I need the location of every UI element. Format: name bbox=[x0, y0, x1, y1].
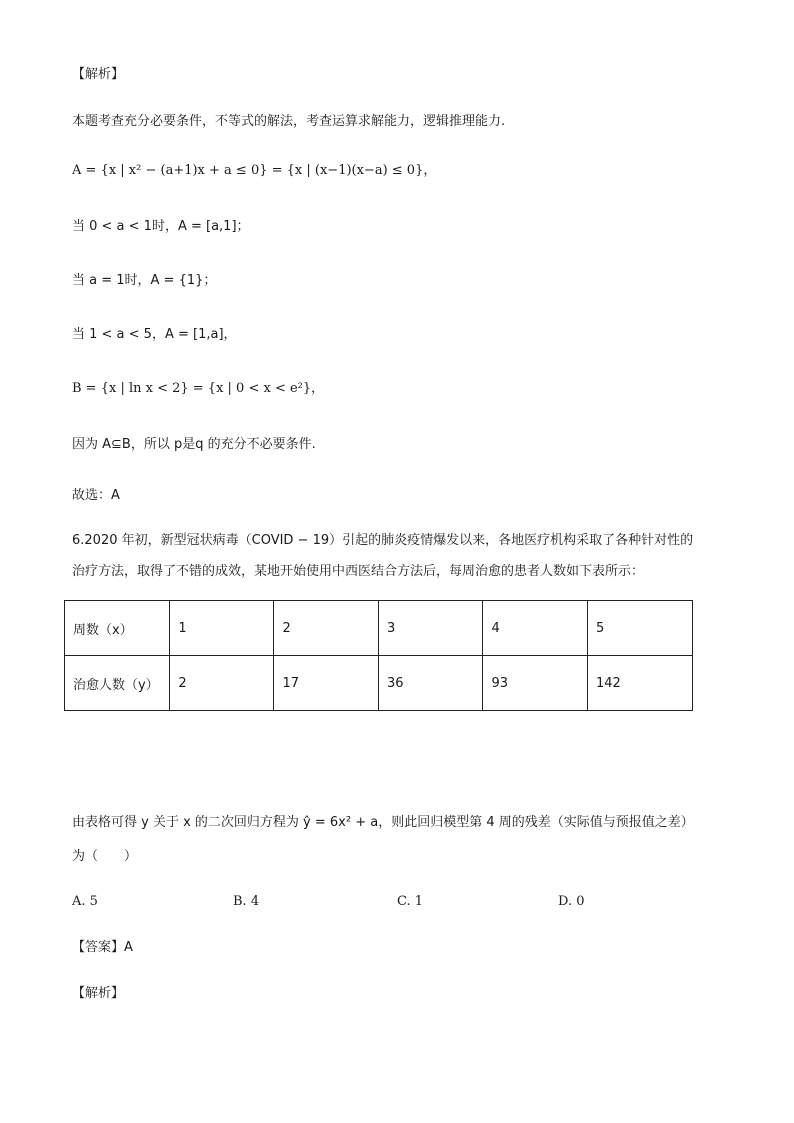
option-a: A. 5 bbox=[72, 894, 98, 909]
option-b: B. 4 bbox=[233, 894, 260, 909]
question-line-3: 由表格可得 y 关于 x 的二次回归方程为 ŷ = 6x² + a，则此回归模型第 4 周的残差（实际值与预报值之差） bbox=[72, 815, 694, 830]
table-cell: 2 bbox=[170, 656, 274, 711]
option-d: D. 0 bbox=[558, 894, 585, 909]
table-cell: 4 bbox=[483, 601, 588, 656]
set-a-definition: A = {x | x² − (a+1)x + a ≤ 0} = {x | (x−1)(x−a) ≤ 0}， bbox=[72, 163, 437, 178]
analysis-heading-2: 【解析】 bbox=[72, 986, 125, 1001]
question-line-1: 6.2020 年初，新型冠状病毒（COVID − 19）引起的肺炎疫情爆发以来，各地医疗机构采取了各种针对性的 bbox=[72, 533, 694, 548]
table-cell: 17 bbox=[274, 656, 379, 711]
table-cell: 1 bbox=[170, 601, 274, 656]
case-a-equal-1: 当 a = 1时，A = {1}； bbox=[72, 273, 217, 288]
data-table bbox=[64, 600, 693, 711]
case-a-less-1: 当 0 < a < 1时，A = [a,1]； bbox=[72, 219, 250, 234]
answer-label: 【答案】A bbox=[72, 940, 133, 955]
table-row bbox=[65, 601, 693, 656]
option-c: C. 1 bbox=[397, 894, 424, 909]
table-cell: 93 bbox=[483, 656, 588, 711]
question-line-4: 为（ ） bbox=[72, 849, 138, 864]
question-line-2: 治疗方法，取得了不错的成效，某地开始使用中西医结合方法后，每周治愈的患者人数如下表所示： bbox=[72, 564, 645, 579]
analysis-heading: 【解析】 bbox=[72, 67, 125, 82]
table-cell: 2 bbox=[274, 601, 379, 656]
table-cell: 5 bbox=[587, 601, 692, 656]
case-a-between-1-5: 当 1 < a < 5，A = [1,a]， bbox=[72, 327, 237, 342]
choice-line: 故选：A bbox=[72, 488, 120, 503]
table-row bbox=[65, 656, 693, 711]
conclusion: 因为 A⊆B，所以 p是q 的充分不必要条件. bbox=[72, 437, 316, 452]
set-b-definition: B = {x | ln x < 2} = {x | 0 < x < e²}， bbox=[72, 381, 325, 396]
table-cell: 3 bbox=[378, 601, 483, 656]
table-cell: 142 bbox=[587, 656, 692, 711]
table-cell: 36 bbox=[378, 656, 483, 711]
table-header-cured: 治愈人数（y） bbox=[65, 656, 170, 711]
analysis-intro: 本题考查充分必要条件，不等式的解法，考查运算求解能力，逻辑推理能力. bbox=[72, 114, 506, 129]
table-header-week: 周数（x） bbox=[65, 601, 170, 656]
